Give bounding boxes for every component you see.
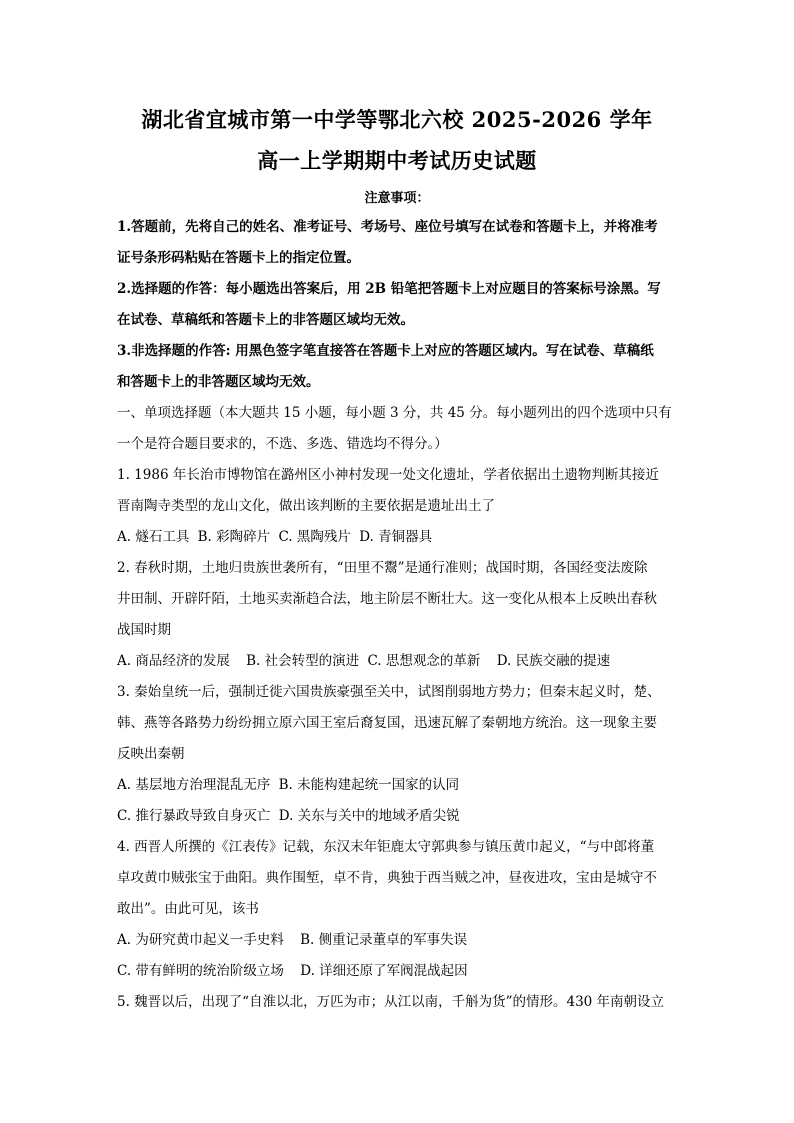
- option-c: C. 思想观念的革新: [367, 653, 481, 669]
- notice-item-1-line-2: 证号条形码粘贴在答题卡上的指定位置。: [117, 250, 360, 266]
- question-4-options-row-2: [117, 956, 683, 987]
- notice-item-2-line-1: 2.选择题的作答：每小题选出答案后，用 2B 铅笔把答题卡上对应题目的答案标号涂黑。写: [117, 281, 661, 297]
- notice-item-3-line-1: 3.非选择题的作答: 用黑色签字笔直接答在答题卡上对应的答题区域内。写在试卷、草稿纸: [117, 343, 654, 359]
- option-b: B. 侧重记录董卓的军事失误: [300, 932, 468, 948]
- option-c: C. 推行暴政导致自身灭亡: [117, 808, 271, 824]
- notice-item-3-line-2: 和答题卡上的非答题区域均无效。: [117, 374, 320, 390]
- question-3-options-row-1: [117, 770, 683, 801]
- exam-body: [117, 212, 683, 1018]
- question-3-stem-line-2: 韩、燕等各路势力纷纷拥立原六国王室后裔复国，迅速瓦解了秦朝地方统治。这一现象主要: [117, 715, 657, 731]
- option-b: B. 社会转型的演进: [246, 653, 360, 669]
- page-title: 湖北省宜城市第一中学等鄂北六校 2025-2026 学年: [141, 107, 653, 132]
- question-2-options: [117, 646, 683, 677]
- question-2-stem-line-3: 战国时期: [117, 622, 171, 638]
- question-3-options-row-2: [117, 801, 683, 832]
- question-1-stem-line-2: 晋南陶寺类型的龙山文化，做出该判断的主要依据是遗址出土了: [117, 498, 495, 514]
- question-3-stem-line-3: 反映出秦朝: [117, 746, 185, 762]
- section-heading-line-2: 一个是符合题目要求的，不选、多选、错选均不得分。）: [117, 436, 448, 452]
- question-4-stem-line-3: 敢出”。由此可见，该书: [117, 901, 259, 917]
- option-d: D. 关东与关中的地域矛盾尖锐: [278, 808, 460, 824]
- notice-item-1-line-1: 1.答题前，先将自己的姓名、准考证号、考场号、座位号填写在试卷和答题卡上，并将准考: [117, 219, 658, 235]
- question-2-stem-line-1: 2. 春秋时期，土地归贵族世袭所有，“田里不鬻”是通行准则；战国时期，各国经变法废除: [117, 560, 648, 576]
- option-d: D. 民族交融的提速: [496, 653, 611, 669]
- question-2-stem-line-2: 井田制、开辟阡陌，土地买卖渐趋合法，地主阶层不断壮大。这一变化从根本上反映出春秋: [117, 591, 657, 607]
- option-b: B. 未能构建起统一国家的认同: [278, 777, 460, 793]
- section-heading-line-1: 一、单项选择题（本大题共 15 小题，每小题 3 分，共 45 分。每小题列出的四个选项中只有: [117, 405, 672, 421]
- question-4-stem-line-2: 卓攻黄巾贼张宝于曲阳。典作围堑，卓不肯，典独于西当贼之冲，昼夜进攻，宝由是城守不: [117, 870, 657, 886]
- question-1-options: [117, 522, 683, 553]
- option-b: B. 彩陶碎片: [197, 529, 271, 545]
- option-a: A. 为研究黄巾起义一手史料: [117, 932, 284, 948]
- question-3-stem-line-1: 3. 秦始皇统一后，强制迁徙六国贵族豪强至关中，试图削弱地方势力；但秦末起义时，楚、: [117, 684, 661, 700]
- question-5-stem-line-1: 5. 魏晋以后，出现了“自淮以北，万匹为市；从江以南，千斛为货”的情形。430 年南朝设立: [117, 994, 665, 1010]
- option-d: D. 详细还原了军阀混战起因: [300, 963, 468, 979]
- question-4-options-row-1: [117, 925, 683, 956]
- option-c: C. 带有鲜明的统治阶级立场: [117, 963, 284, 979]
- option-a: A. 商品经济的发展: [117, 653, 230, 669]
- question-1-stem-line-1: 1. 1986 年长治市博物馆在潞州区小神村发现一处文化遗址，学者依据出土遗物判断其接近: [117, 467, 659, 483]
- option-a: A. 燧石工具: [117, 529, 190, 545]
- option-d: D. 青铜器具: [359, 529, 433, 545]
- question-4-stem-line-1: 4. 西晋人所撰的《江表传》记载，东汉末年钜鹿太守郭典参与镇压黄巾起义，“与中郎将董: [117, 839, 655, 855]
- option-a: A. 基层地方治理混乱无序: [117, 777, 271, 793]
- option-c: C. 黑陶残片: [278, 529, 351, 545]
- page-subtitle: 高一上学期期中考试历史试题: [257, 148, 537, 173]
- notice-item-2-line-2: 在试卷、草稿纸和答题卡上的非答题区域均无效。: [117, 312, 414, 328]
- notice-heading: 注意事项：: [364, 191, 430, 206]
